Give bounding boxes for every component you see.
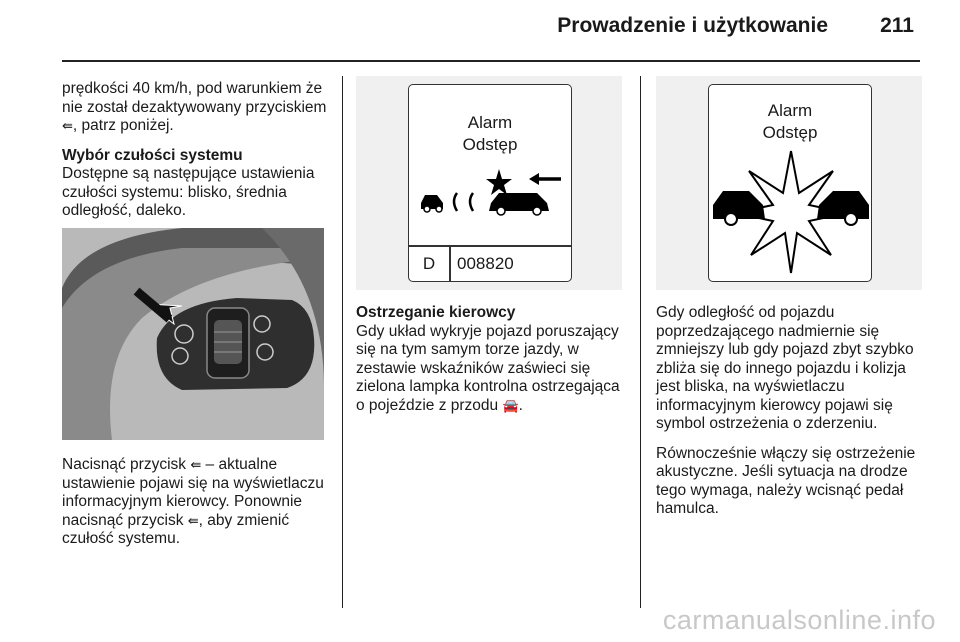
paragraph: Nacisnąć przycisk ⇚ – aktualne ustawienie pojawi się na wyświetlaczu informacyjnym kierowcy. Ponownie nacisnąć przycisk ⇚, aby zmienić czułość systemu. bbox=[62, 456, 324, 547]
collision-warning-icon bbox=[709, 143, 873, 279]
driver-info-display bbox=[408, 84, 572, 282]
page-header-title: Prowadzenie i użytkowanie bbox=[557, 14, 828, 37]
display-code-number: 008820 bbox=[457, 254, 514, 273]
following-distance-button-icon: ⇚ bbox=[62, 118, 73, 133]
driver-info-display bbox=[708, 84, 872, 282]
steering-wheel-photo bbox=[62, 228, 324, 440]
steering-wheel-illustration bbox=[62, 228, 324, 440]
following-distance-button-icon: ⇚ bbox=[187, 512, 199, 528]
header-rule bbox=[62, 60, 920, 62]
paragraph: Gdy odległość od pojazdu poprzedzającego nadmiernie się zmniejszy lub gdy pojazd zbyt szybko zbliża się do innego pojazdu i kolizja jest bliska, na wyświetlaczu informacyjnym kierowcy pojawi się symbol ostrzeżenia o zderzeniu. bbox=[656, 304, 914, 432]
watermark: carmanualsonline.info bbox=[662, 605, 936, 635]
middle-column bbox=[356, 304, 624, 426]
column-divider bbox=[342, 76, 343, 608]
display-divider bbox=[409, 245, 571, 247]
collision-approach-icon bbox=[417, 165, 567, 221]
display-line-1: Alarm bbox=[467, 113, 513, 132]
display-code-letter: D bbox=[422, 254, 436, 273]
display-line-2: Odstęp bbox=[762, 123, 818, 142]
left-column-lower bbox=[62, 456, 328, 560]
display-line-1: Alarm bbox=[767, 101, 813, 120]
column-divider bbox=[640, 76, 641, 608]
page-number: 211 bbox=[880, 14, 914, 37]
left-column bbox=[62, 80, 328, 232]
right-column bbox=[656, 304, 924, 530]
section-subheading: Ostrzeganie kierowcy bbox=[356, 304, 516, 321]
collision-alert-figure bbox=[656, 76, 922, 290]
alarm-display-figure bbox=[356, 76, 622, 290]
paragraph: prędkości 40 km/h, pod warunkiem że nie został dezaktywowany przyciskiem ⇚, patrz poniżej. bbox=[62, 80, 327, 134]
vehicle-ahead-icon: 🚘 bbox=[502, 397, 519, 413]
paragraph: Gdy układ wykryje pojazd poruszający się na tym samym torze jazdy, w zestawie wskaźników zaświeci się zielona lampka kontrolna ostrzegająca o pojeździe z przodu 🚘. bbox=[356, 322, 620, 414]
section-subheading: Wybór czułości systemu bbox=[62, 146, 243, 164]
following-distance-button-icon: ⇚ bbox=[190, 457, 202, 472]
display-divider bbox=[449, 245, 451, 282]
display-line-2: Odstęp bbox=[462, 135, 518, 154]
paragraph: Dostępne są następujące ustawienia czułości systemu: blisko, średnia odległość, daleko. bbox=[62, 165, 315, 219]
paragraph: Równocześnie włączy się ostrzeżenie akustyczne. Jeśli sytuacja na drodze tego wymaga, należy wcisnąć pedał hamulca. bbox=[656, 444, 916, 517]
